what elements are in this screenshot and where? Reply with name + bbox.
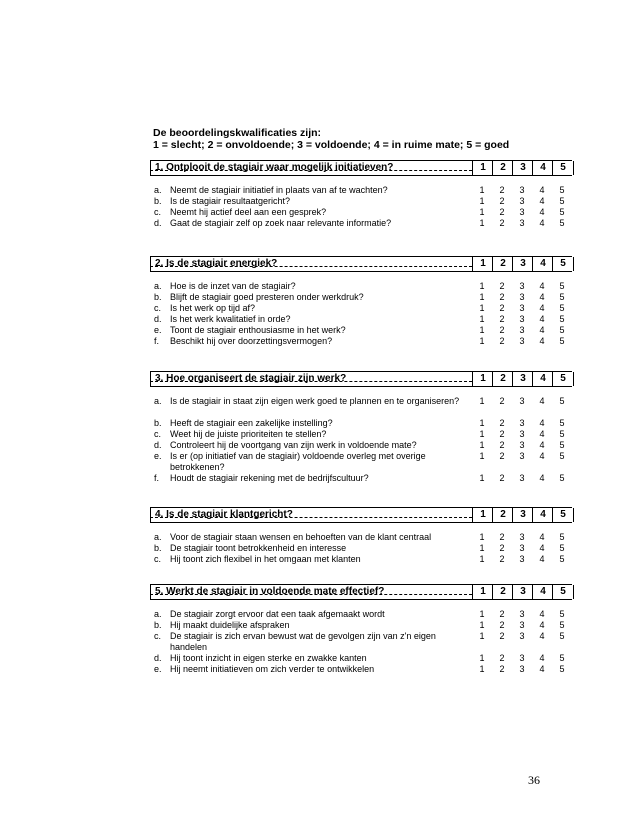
question-letter: a. [154, 396, 162, 406]
score-option-4[interactable]: 4 [539, 336, 545, 346]
question-letter: b. [154, 418, 162, 428]
score-option-4[interactable]: 4 [539, 532, 545, 542]
score-option-3[interactable]: 3 [519, 609, 525, 619]
question-text: Is de stagiair resultaatgericht? [170, 196, 291, 206]
question-text: Toont de stagiair enthousiasme in het werk? [170, 325, 346, 335]
question-row [150, 218, 572, 229]
score-option-1[interactable]: 1 [479, 631, 485, 641]
scale-header-4: 4 [532, 161, 553, 175]
question-text: De stagiair is zich ervan bewust wat de gevolgen zijn van z'n eigen handelen [170, 631, 436, 652]
question-row [150, 418, 572, 429]
score-option-2[interactable]: 2 [499, 185, 505, 195]
score-option-5[interactable]: 5 [559, 664, 565, 674]
question-row [150, 664, 572, 675]
score-option-1[interactable]: 1 [479, 532, 485, 542]
scale-header-5: 5 [552, 161, 574, 175]
question-text: Weet hij de juiste prioriteiten te stellen? [170, 429, 327, 439]
score-option-5[interactable]: 5 [559, 196, 565, 206]
score-option-1[interactable]: 1 [479, 303, 485, 313]
score-option-2[interactable]: 2 [499, 473, 505, 483]
section-title: 5. Werkt de stagiair in voldoende mate effectief? [150, 585, 384, 599]
score-option-2[interactable]: 2 [499, 429, 505, 439]
question-text: Voor de stagiair staan wensen en behoeften van de klant centraal [170, 532, 432, 542]
page-number: 36 [528, 773, 540, 787]
score-option-2[interactable]: 2 [499, 196, 505, 206]
question-letter: c. [154, 631, 162, 641]
score-option-5[interactable]: 5 [559, 303, 565, 313]
scale-header-4: 4 [532, 372, 553, 386]
score-option-4[interactable]: 4 [539, 303, 545, 313]
question-row [150, 543, 572, 554]
score-option-2[interactable]: 2 [499, 620, 505, 630]
scale-header-4: 4 [532, 257, 553, 271]
legend-scale: 1 = slecht; 2 = onvoldoende; 3 = voldoende; 4 = in ruime mate; 5 = goed [153, 139, 510, 151]
question-row [150, 325, 572, 336]
score-option-3[interactable]: 3 [519, 196, 525, 206]
score-option-3[interactable]: 3 [519, 532, 525, 542]
score-option-4[interactable]: 4 [539, 653, 545, 663]
score-option-3[interactable]: 3 [519, 664, 525, 674]
question-letter: d. [154, 653, 162, 663]
scale-header-5: 5 [552, 372, 574, 386]
section-header [150, 584, 572, 600]
score-option-3[interactable]: 3 [519, 473, 525, 483]
score-option-5[interactable]: 5 [559, 325, 565, 335]
scale-header-2: 2 [492, 585, 513, 599]
score-option-3[interactable]: 3 [519, 207, 525, 217]
question-row [150, 314, 572, 325]
question-letter: a. [154, 185, 162, 195]
section-title: 4. Is de stagiair klantgericht? [150, 508, 293, 522]
score-option-5[interactable]: 5 [559, 451, 565, 461]
score-option-2[interactable]: 2 [499, 418, 505, 428]
section-header [150, 507, 572, 523]
scale-header-3: 3 [512, 585, 533, 599]
score-option-2[interactable]: 2 [499, 609, 505, 619]
scale-header-3: 3 [512, 161, 533, 175]
question-text: Is de stagiair in staat zijn eigen werk goed te plannen en te organiseren? [170, 396, 460, 406]
question-row [150, 292, 572, 303]
score-option-3[interactable]: 3 [519, 336, 525, 346]
section-title: 2. Is de stagiair energiek? [150, 257, 277, 271]
question-section-3 [150, 371, 572, 484]
score-option-2[interactable]: 2 [499, 554, 505, 564]
score-option-1[interactable]: 1 [479, 429, 485, 439]
question-row [150, 631, 572, 653]
score-option-4[interactable]: 4 [539, 440, 545, 450]
score-option-4[interactable]: 4 [539, 396, 545, 406]
score-option-4[interactable]: 4 [539, 429, 545, 439]
score-option-4[interactable]: 4 [539, 554, 545, 564]
question-letter: c. [154, 554, 162, 564]
score-option-1[interactable]: 1 [479, 314, 485, 324]
score-option-1[interactable]: 1 [479, 185, 485, 195]
question-row [150, 185, 572, 196]
question-text: Controleert hij de voortgang van zijn werk in voldoende mate? [170, 440, 417, 450]
question-letter: c. [154, 303, 162, 313]
score-option-1[interactable]: 1 [479, 207, 485, 217]
rating-legend [153, 127, 509, 151]
question-text: De stagiair toont betrokkenheid en interesse [170, 543, 347, 553]
score-option-4[interactable]: 4 [539, 664, 545, 674]
score-option-3[interactable]: 3 [519, 554, 525, 564]
question-letter: b. [154, 292, 162, 302]
score-option-4[interactable]: 4 [539, 609, 545, 619]
scale-header-5: 5 [552, 257, 574, 271]
score-option-5[interactable]: 5 [559, 653, 565, 663]
question-section-4 [150, 507, 572, 565]
question-text: Hij neemt initiatieven om zich verder te ontwikkelen [170, 664, 375, 674]
scale-header-2: 2 [492, 372, 513, 386]
question-text: De stagiair zorgt ervoor dat een taak afgemaakt wordt [170, 609, 385, 619]
score-option-5[interactable]: 5 [559, 185, 565, 195]
scale-header-3: 3 [512, 508, 533, 522]
score-option-5[interactable]: 5 [559, 429, 565, 439]
score-option-2[interactable]: 2 [499, 543, 505, 553]
score-option-2[interactable]: 2 [499, 336, 505, 346]
question-row [150, 303, 572, 314]
score-option-3[interactable]: 3 [519, 440, 525, 450]
question-section-5 [150, 584, 572, 675]
question-letter: b. [154, 620, 162, 630]
scale-header-4: 4 [532, 508, 553, 522]
question-row [150, 396, 572, 418]
score-option-2[interactable]: 2 [499, 451, 505, 461]
question-text: Heeft de stagiair een zakelijke instelling? [170, 418, 333, 428]
question-letter: e. [154, 325, 162, 335]
score-option-5[interactable]: 5 [559, 396, 565, 406]
question-text: Gaat de stagiair zelf op zoek naar relevante informatie? [170, 218, 392, 228]
score-option-1[interactable]: 1 [479, 418, 485, 428]
question-text: Neemt hij actief deel aan een gesprek? [170, 207, 327, 217]
score-option-3[interactable]: 3 [519, 418, 525, 428]
score-option-5[interactable]: 5 [559, 281, 565, 291]
score-option-2[interactable]: 2 [499, 664, 505, 674]
question-row [150, 429, 572, 440]
score-option-4[interactable]: 4 [539, 325, 545, 335]
score-option-2[interactable]: 2 [499, 314, 505, 324]
score-option-3[interactable]: 3 [519, 303, 525, 313]
scale-header-2: 2 [492, 161, 513, 175]
scale-header-3: 3 [512, 372, 533, 386]
scale-header-4: 4 [532, 585, 553, 599]
score-option-2[interactable]: 2 [499, 218, 505, 228]
score-option-1[interactable]: 1 [479, 620, 485, 630]
question-text: Hoe is de inzet van de stagiair? [170, 281, 296, 291]
question-letter: d. [154, 440, 162, 450]
score-option-5[interactable]: 5 [559, 620, 565, 630]
question-letter: e. [154, 664, 162, 674]
score-option-1[interactable]: 1 [479, 196, 485, 206]
question-letter: c. [154, 429, 162, 439]
score-option-2[interactable]: 2 [499, 631, 505, 641]
question-text: Is het werk kwalitatief in orde? [170, 314, 291, 324]
item-list [150, 396, 572, 484]
score-option-4[interactable]: 4 [539, 196, 545, 206]
question-row [150, 532, 572, 543]
question-letter: a. [154, 532, 162, 542]
score-option-5[interactable]: 5 [559, 218, 565, 228]
score-option-3[interactable]: 3 [519, 543, 525, 553]
score-option-3[interactable]: 3 [519, 631, 525, 641]
question-row [150, 473, 572, 484]
question-row [150, 196, 572, 207]
score-option-4[interactable]: 4 [539, 207, 545, 217]
score-option-2[interactable]: 2 [499, 325, 505, 335]
score-option-1[interactable]: 1 [479, 609, 485, 619]
score-option-2[interactable]: 2 [499, 281, 505, 291]
score-option-2[interactable]: 2 [499, 653, 505, 663]
score-option-4[interactable]: 4 [539, 543, 545, 553]
score-option-1[interactable]: 1 [479, 554, 485, 564]
question-section-1 [150, 160, 572, 229]
score-option-4[interactable]: 4 [539, 620, 545, 630]
question-letter: d. [154, 314, 162, 324]
score-option-1[interactable]: 1 [479, 218, 485, 228]
score-option-3[interactable]: 3 [519, 281, 525, 291]
scale-header-2: 2 [492, 257, 513, 271]
section-title: 3. Hoe organiseert de stagiair zijn werk? [150, 372, 346, 386]
item-list [150, 532, 572, 565]
question-row [150, 336, 572, 347]
question-letter: c. [154, 207, 162, 217]
question-letter: f. [154, 336, 160, 346]
question-section-2 [150, 256, 572, 347]
question-row [150, 451, 572, 473]
score-option-4[interactable]: 4 [539, 185, 545, 195]
score-option-1[interactable]: 1 [479, 281, 485, 291]
scale-header-5: 5 [552, 508, 574, 522]
question-text: Hij toont zich flexibel in het omgaan met klanten [170, 554, 361, 564]
score-option-4[interactable]: 4 [539, 451, 545, 461]
question-row [150, 440, 572, 451]
score-option-1[interactable]: 1 [479, 440, 485, 450]
score-option-2[interactable]: 2 [499, 292, 505, 302]
question-text: Hij maakt duidelijke afspraken [170, 620, 290, 630]
question-text: Is er (op initiatief van de stagiair) voldoende overleg met overige betrokkenen? [170, 451, 426, 472]
score-option-4[interactable]: 4 [539, 314, 545, 324]
score-option-5[interactable]: 5 [559, 418, 565, 428]
score-option-4[interactable]: 4 [539, 631, 545, 641]
score-option-3[interactable]: 3 [519, 396, 525, 406]
score-option-5[interactable]: 5 [559, 314, 565, 324]
question-row [150, 281, 572, 292]
scale-header-1: 1 [472, 257, 493, 271]
question-letter: b. [154, 543, 162, 553]
score-option-2[interactable]: 2 [499, 396, 505, 406]
score-option-4[interactable]: 4 [539, 418, 545, 428]
score-option-1[interactable]: 1 [479, 664, 485, 674]
score-option-4[interactable]: 4 [539, 281, 545, 291]
question-text: Houdt de stagiair rekening met de bedrijfscultuur? [170, 473, 369, 483]
score-option-3[interactable]: 3 [519, 429, 525, 439]
score-option-3[interactable]: 3 [519, 292, 525, 302]
section-title: 1. Ontplooit de stagiair waar mogelijk initiatieven? [150, 161, 393, 175]
scale-header-1: 1 [472, 508, 493, 522]
score-option-4[interactable]: 4 [539, 473, 545, 483]
question-letter: a. [154, 609, 162, 619]
question-text: Blijft de stagiair goed presteren onder werkdruk? [170, 292, 364, 302]
score-option-1[interactable]: 1 [479, 451, 485, 461]
item-list [150, 281, 572, 347]
question-letter: a. [154, 281, 162, 291]
scale-header-1: 1 [472, 161, 493, 175]
question-row [150, 653, 572, 664]
score-option-1[interactable]: 1 [479, 396, 485, 406]
question-row [150, 620, 572, 631]
score-option-3[interactable]: 3 [519, 185, 525, 195]
question-row [150, 609, 572, 620]
score-option-5[interactable]: 5 [559, 473, 565, 483]
question-letter: b. [154, 196, 162, 206]
scale-header-5: 5 [552, 585, 574, 599]
question-letter: f. [154, 473, 160, 483]
score-option-2[interactable]: 2 [499, 532, 505, 542]
scale-header-1: 1 [472, 585, 493, 599]
score-option-5[interactable]: 5 [559, 609, 565, 619]
question-letter: e. [154, 451, 162, 461]
question-text: Is het werk op tijd af? [170, 303, 256, 313]
score-option-3[interactable]: 3 [519, 325, 525, 335]
score-option-3[interactable]: 3 [519, 218, 525, 228]
score-option-3[interactable]: 3 [519, 653, 525, 663]
score-option-1[interactable]: 1 [479, 292, 485, 302]
section-header [150, 371, 572, 387]
item-list [150, 609, 572, 675]
score-option-1[interactable]: 1 [479, 325, 485, 335]
score-option-3[interactable]: 3 [519, 620, 525, 630]
question-text: Beschikt hij over doorzettingsvermogen? [170, 336, 333, 346]
legend-title: De beoordelingskwalificaties zijn: [153, 127, 322, 139]
score-option-4[interactable]: 4 [539, 218, 545, 228]
scale-header-2: 2 [492, 508, 513, 522]
section-header [150, 256, 572, 272]
score-option-2[interactable]: 2 [499, 207, 505, 217]
score-option-5[interactable]: 5 [559, 543, 565, 553]
score-option-2[interactable]: 2 [499, 440, 505, 450]
score-option-5[interactable]: 5 [559, 631, 565, 641]
score-option-5[interactable]: 5 [559, 336, 565, 346]
score-option-5[interactable]: 5 [559, 440, 565, 450]
section-header [150, 160, 572, 176]
question-row [150, 207, 572, 218]
score-option-3[interactable]: 3 [519, 451, 525, 461]
score-option-1[interactable]: 1 [479, 336, 485, 346]
question-row [150, 554, 572, 565]
score-option-4[interactable]: 4 [539, 292, 545, 302]
item-list [150, 185, 572, 229]
score-option-5[interactable]: 5 [559, 532, 565, 542]
score-option-1[interactable]: 1 [479, 543, 485, 553]
score-option-5[interactable]: 5 [559, 292, 565, 302]
score-option-1[interactable]: 1 [479, 653, 485, 663]
score-option-1[interactable]: 1 [479, 473, 485, 483]
scale-header-3: 3 [512, 257, 533, 271]
question-text: Neemt de stagiair initiatief in plaats van af te wachten? [170, 185, 388, 195]
question-text: Hij toont inzicht in eigen sterke en zwakke kanten [170, 653, 367, 663]
score-option-2[interactable]: 2 [499, 303, 505, 313]
score-option-5[interactable]: 5 [559, 554, 565, 564]
score-option-5[interactable]: 5 [559, 207, 565, 217]
score-option-3[interactable]: 3 [519, 314, 525, 324]
scale-header-1: 1 [472, 372, 493, 386]
question-letter: d. [154, 218, 162, 228]
